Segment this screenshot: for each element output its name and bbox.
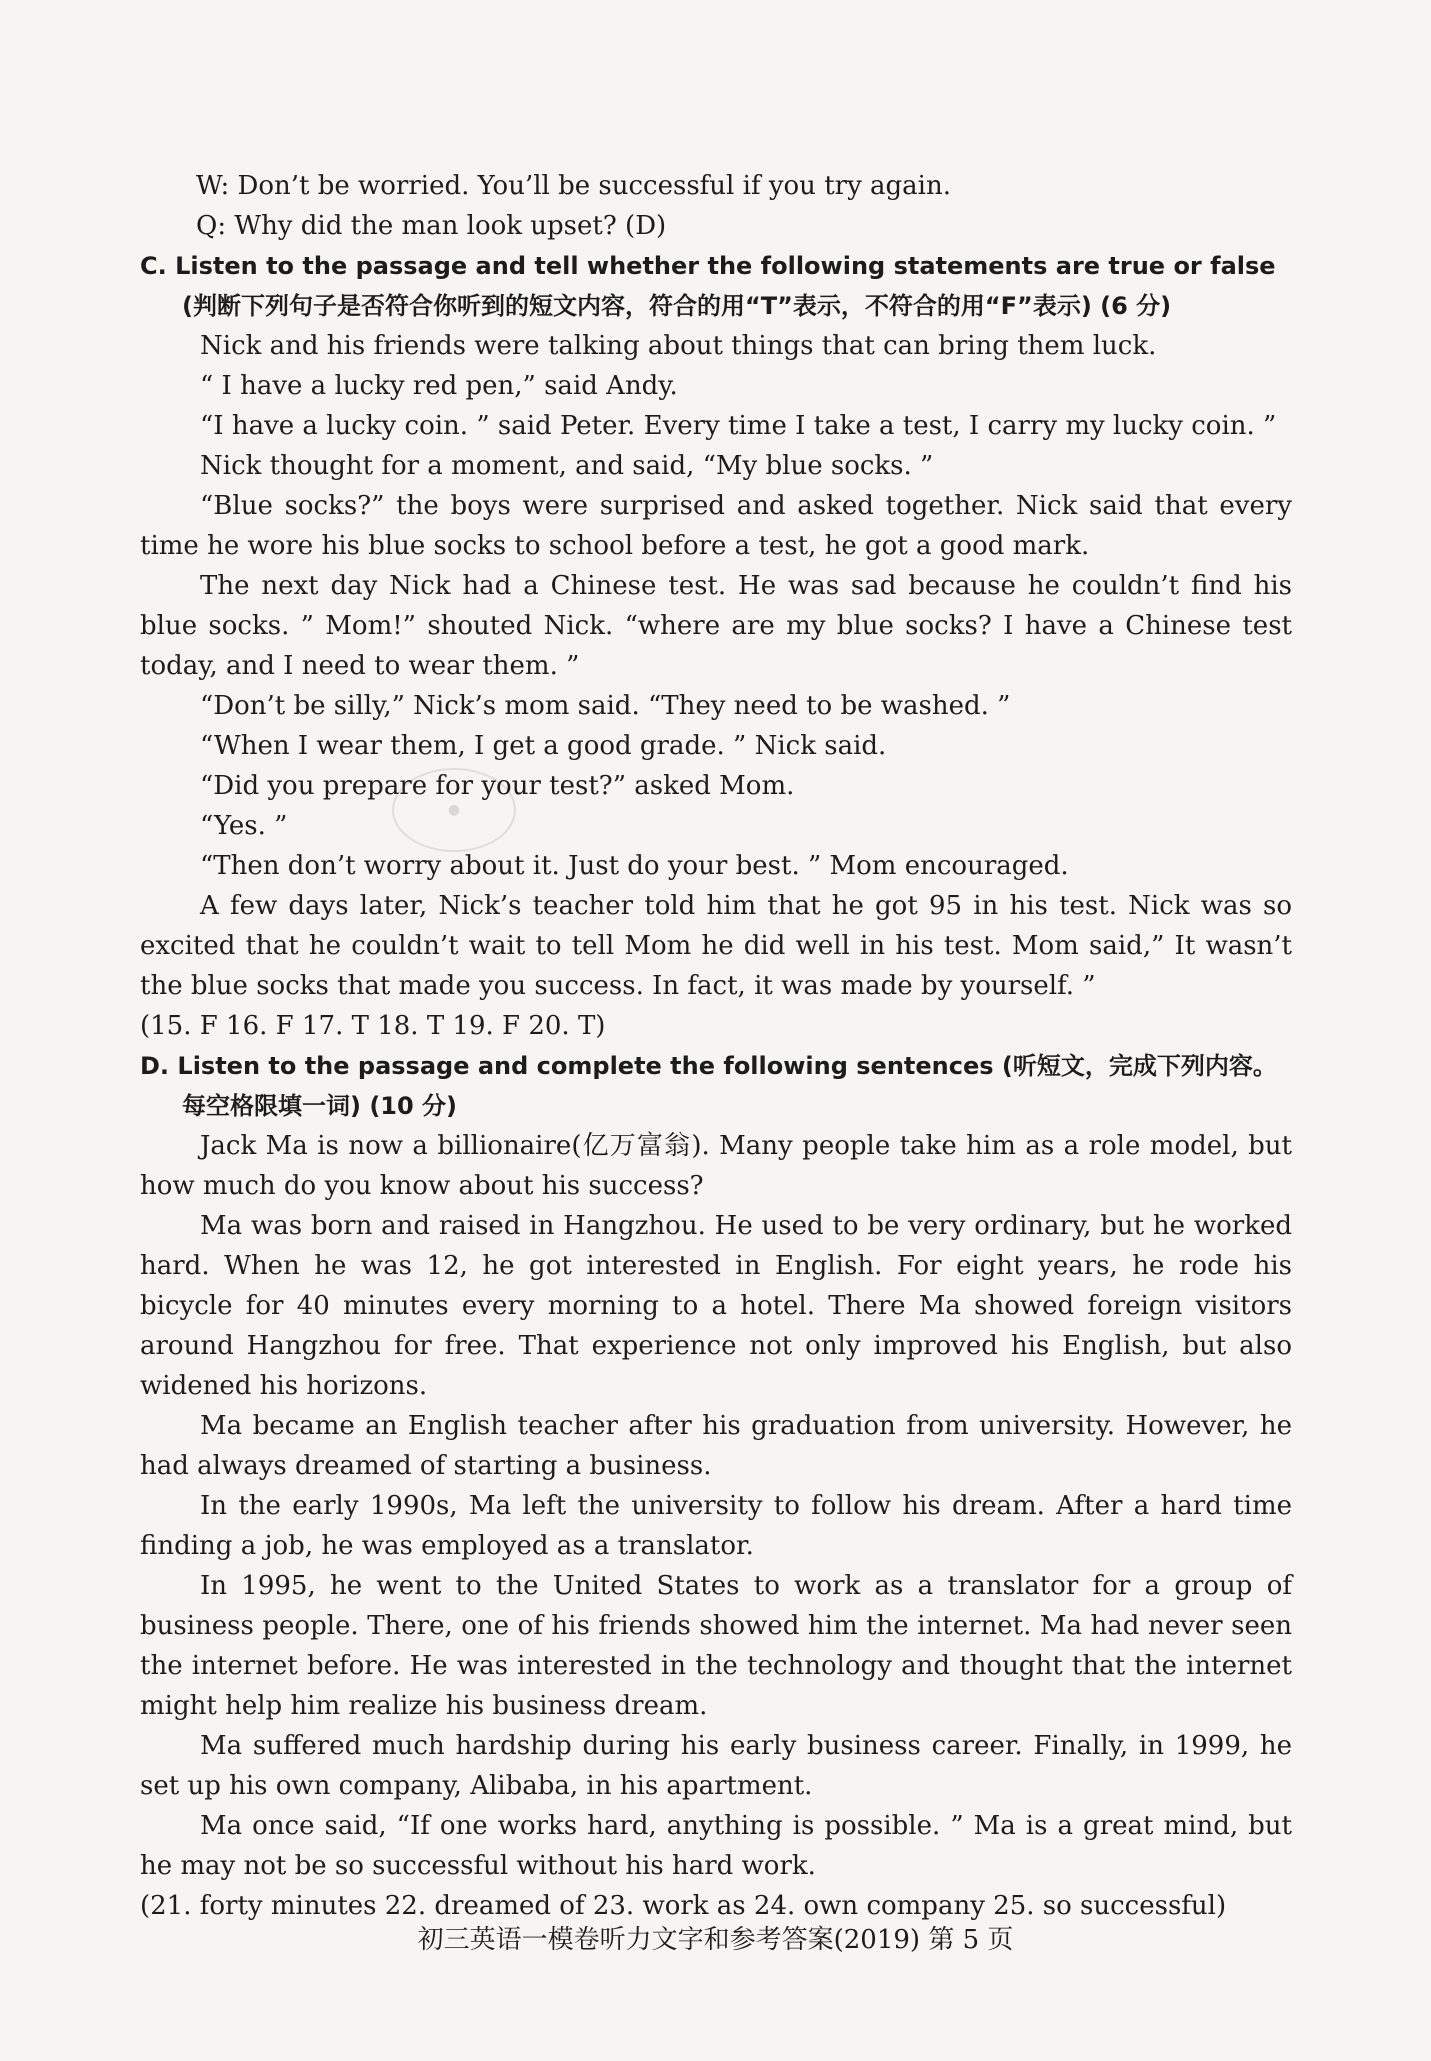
section-d-paragraph: Ma was born and raised in Hangzhou. He used to be very ordinary, but he worked hard. When he was 12, he got interested in English. For eight years, he rode his bicycle for 40 minutes every morning to a hotel. There Ma showed foreign visitors around Hangzhou for free. That experience not only improved his English, but also widened his horizons. xyxy=(140,1211,1292,1401)
section-d-answers: (21. forty minutes 22. dreamed of 23. work as 24. own company 25. so successful) xyxy=(140,1891,1227,1921)
section-d-paragraph: Ma once said, “If one works hard, anything is possible. ” Ma is a great mind, but he may not be so successful without his hard work. xyxy=(140,1811,1292,1881)
watermark-stamp: ● xyxy=(392,768,516,852)
section-c-paragraph: The next day Nick had a Chinese test. He was sad because he couldn’t find his blue socks. ” Mom!” shouted Nick. “where are my blue socks? I have a Chinese test today, and I need to wear them. ” xyxy=(140,571,1292,681)
section-d-heading: D. Listen to the passage and complete the following sentences (听短文，完成下列内容。每空格限填一词) (10 分) xyxy=(140,1052,1277,1120)
page-content xyxy=(140,166,1292,1926)
section-c-paragraph: “Did you prepare for your test?” asked Mom. xyxy=(200,771,795,801)
section-d-paragraph: Ma became an English teacher after his graduation from university. However, he had always dreamed of starting a business. xyxy=(140,1411,1292,1481)
section-c-paragraph: Nick thought for a moment, and said, “My blue socks. ” xyxy=(200,451,934,481)
section-c-paragraph: “ I have a lucky red pen,” said Andy. xyxy=(200,371,678,401)
section-c-paragraph: “When I wear them, I get a good grade. ” Nick said. xyxy=(200,731,887,761)
page-footer: 初三英语一模卷听力文字和参考答案(2019) 第 5 页 xyxy=(417,1925,1014,1955)
section-c-paragraph: “Blue socks?” the boys were surprised and asked together. Nick said that every time he wore his blue socks to school before a test, he got a good mark. xyxy=(140,491,1292,561)
section-c-heading: C. Listen to the passage and tell whether the following statements are true or false (判断下列句子是否符合你听到的短文内容，符合的用“T”表示，不符合的用“F”表示) (6 分) xyxy=(140,252,1276,320)
dialogue-w-line: W: Don’t be worried. You’ll be successful if you try again. xyxy=(196,171,951,201)
section-c-answers: (15. F 16. F 17. T 18. T 19. F 20. T) xyxy=(140,1011,606,1041)
section-c-paragraph: A few days later, Nick’s teacher told him that he got 95 in his test. Nick was so excited that he couldn’t wait to tell Mom he did well in his test. Mom said,” It wasn’t the blue socks that made you success. In fact, it was made by yourself. ” xyxy=(140,891,1292,1001)
section-c-paragraph: Nick and his friends were talking about things that can bring them luck. xyxy=(200,331,1157,361)
section-c-paragraph: “Yes. ” xyxy=(200,811,288,841)
section-d-paragraph: Ma suffered much hardship during his early business career. Finally, in 1999, he set up his own company, Alibaba, in his apartment. xyxy=(140,1731,1292,1801)
section-c-paragraph: “Then don’t worry about it. Just do your best. ” Mom encouraged. xyxy=(200,851,1069,881)
section-c-paragraph: “I have a lucky coin. ” said Peter. Every time I take a test, I carry my lucky coin. ” xyxy=(200,411,1277,441)
section-d-paragraph: In the early 1990s, Ma left the university to follow his dream. After a hard time finding a job, he was employed as a translator. xyxy=(140,1491,1292,1561)
dialogue-q-line: Q: Why did the man look upset? (D) xyxy=(196,211,667,241)
section-c-paragraph: “Don’t be silly,” Nick’s mom said. “They need to be washed. ” xyxy=(200,691,1011,721)
section-d-paragraph: Jack Ma is now a billionaire(亿万富翁). Many people take him as a role model, but how much do you know about his success? xyxy=(140,1131,1292,1201)
section-d-paragraph: In 1995, he went to the United States to work as a translator for a group of business people. There, one of his friends showed him the internet. Ma had never seen the internet before. He was interested in the technology and thought that the internet might help him realize his business dream. xyxy=(140,1571,1292,1721)
